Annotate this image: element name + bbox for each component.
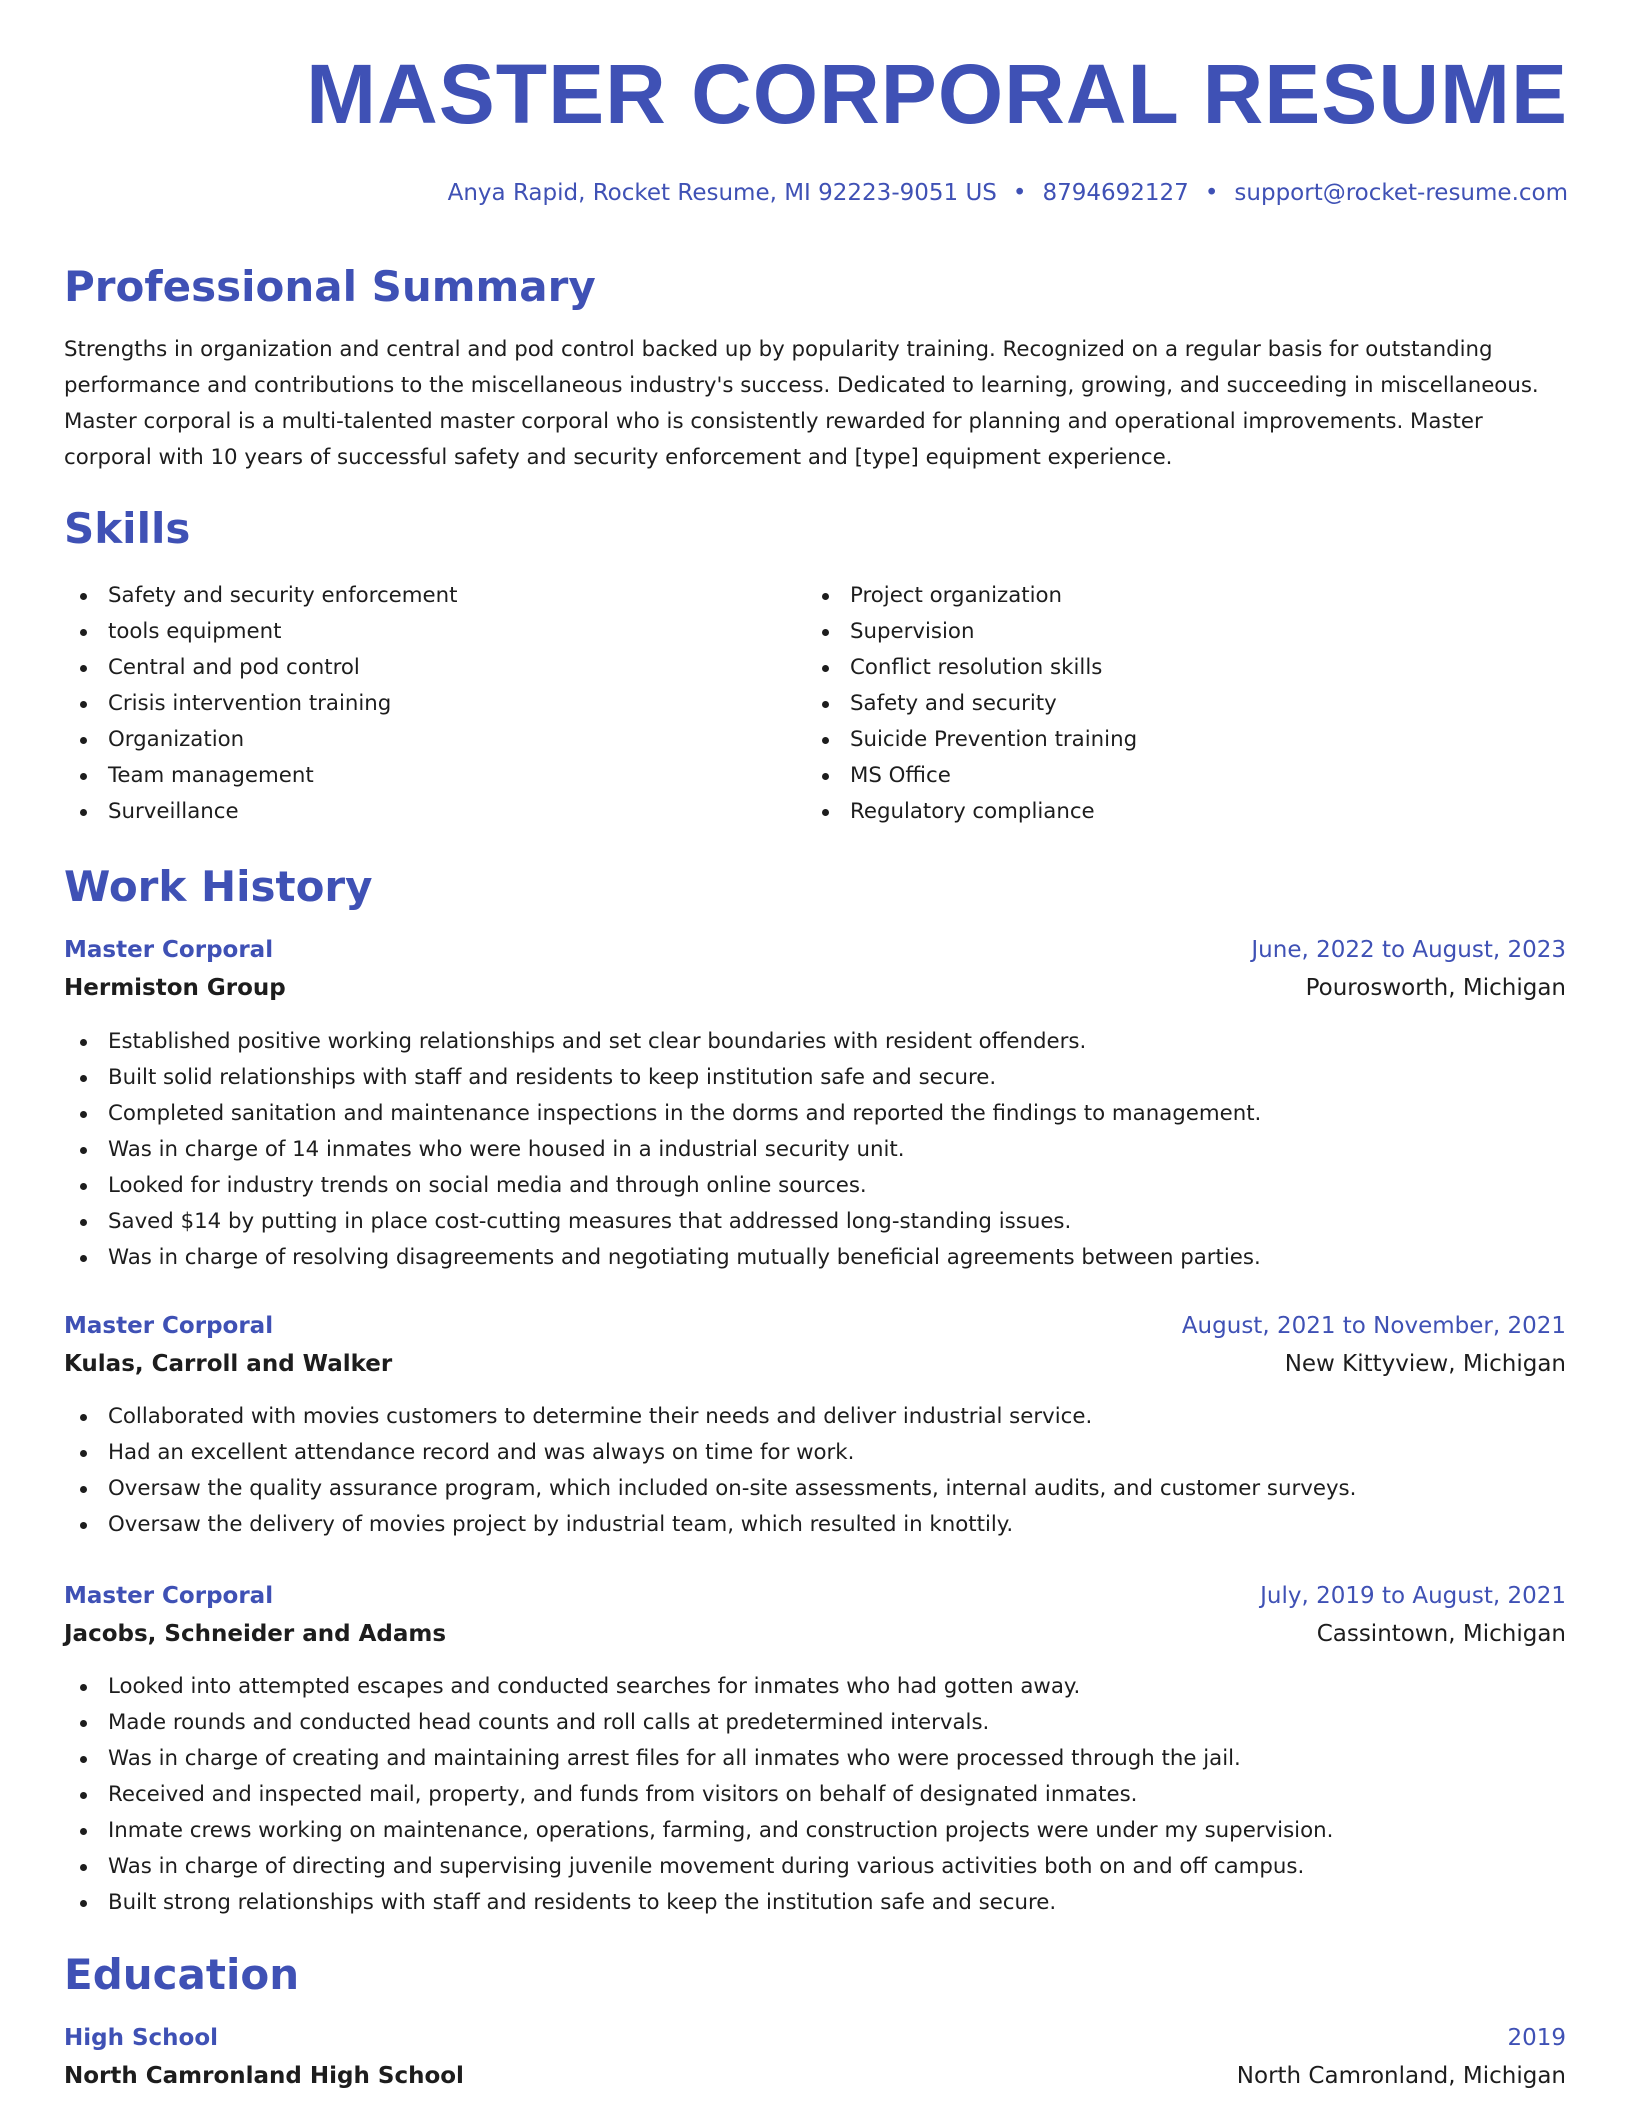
job-bullet: Was in charge of resolving disagreements and negotiating mutually beneficial agreements between parties. [64, 1240, 1261, 1276]
job-company: Hermiston Group [64, 975, 286, 1001]
contact-email: support@rocket-resume.com [1234, 180, 1568, 206]
job-bullet: Saved $14 by putting in place cost-cutting measures that addressed long-standing issues. [64, 1204, 1261, 1240]
skill-item: Supervision [806, 614, 1137, 650]
work-history-heading: Work History [64, 862, 373, 911]
education-heading: Education [64, 1950, 300, 1999]
job-title-row [64, 1578, 1566, 1614]
job-dates: June, 2022 to August, 2023 [1251, 937, 1566, 963]
contact-separator: • [1012, 180, 1027, 206]
job-title: Master Corporal [64, 937, 274, 963]
job-bullet: Was in charge of directing and supervising juvenile movement during various activities both on and off campus. [64, 1849, 1333, 1885]
job-bullet: Established positive working relationships and set clear boundaries with resident offenders. [64, 1024, 1261, 1060]
job-bullet: Was in charge of 14 inmates who were housed in a industrial security unit. [64, 1132, 1261, 1168]
job-bullet: Built solid relationships with staff and residents to keep institution safe and secure. [64, 1060, 1261, 1096]
skill-item: Safety and security [806, 686, 1137, 722]
skill-item: Suicide Prevention training [806, 722, 1137, 758]
job-title-row [64, 1308, 1566, 1344]
job-location: Pourosworth, Michigan [1305, 975, 1566, 1001]
skill-item: Regulatory compliance [806, 794, 1137, 830]
job-bullet: Built strong relationships with staff and residents to keep the institution safe and secure. [64, 1885, 1333, 1921]
contact-address: Anya Rapid, Rocket Resume, MI 92223-9051 US [447, 180, 997, 206]
job-company: Kulas, Carroll and Walker [64, 1351, 393, 1377]
job-location: Cassintown, Michigan [1316, 1621, 1566, 1647]
job-title-row [64, 932, 1566, 968]
skills-list-left [64, 578, 457, 830]
summary-heading: Professional Summary [64, 262, 596, 311]
skill-item: Crisis intervention training [64, 686, 457, 722]
job-title: Master Corporal [64, 1583, 274, 1609]
job-bullets [64, 1399, 1356, 1543]
skill-item: Organization [64, 722, 457, 758]
job-bullet: Was in charge of creating and maintaining arrest files for all inmates who were processed through the jail. [64, 1741, 1333, 1777]
job-bullets [64, 1024, 1261, 1276]
job-company: Jacobs, Schneider and Adams [64, 1621, 447, 1647]
job-dates: July, 2019 to August, 2021 [1260, 1583, 1566, 1609]
skill-item: Central and pod control [64, 650, 457, 686]
job-company-row [64, 1346, 1566, 1382]
skills-heading: Skills [64, 504, 191, 553]
skills-list-right [806, 578, 1137, 830]
resume-title: MASTER CORPORAL RESUME [306, 47, 1568, 141]
job-bullet: Oversaw the quality assurance program, which included on-site assessments, internal audits, and customer surveys. [64, 1471, 1356, 1507]
job-location: New Kittyview, Michigan [1284, 1351, 1566, 1377]
job-bullet: Collaborated with movies customers to determine their needs and deliver industrial service. [64, 1399, 1356, 1435]
education-degree-row [64, 2020, 1566, 2056]
contact-separator: • [1204, 180, 1219, 206]
education-school-row [64, 2058, 1566, 2094]
job-bullet: Oversaw the delivery of movies project by industrial team, which resulted in knottily. [64, 1507, 1356, 1543]
contact-line [448, 180, 1568, 206]
job-bullet: Completed sanitation and maintenance inspections in the dorms and reported the findings to management. [64, 1096, 1261, 1132]
job-title: Master Corporal [64, 1313, 274, 1339]
job-company-row [64, 970, 1566, 1006]
education-school: North Camronland High School [64, 2063, 464, 2089]
contact-phone: 8794692127 [1042, 180, 1189, 206]
job-bullet: Looked for industry trends on social media and through online sources. [64, 1168, 1261, 1204]
skill-item: Surveillance [64, 794, 457, 830]
job-bullet: Inmate crews working on maintenance, operations, farming, and construction projects were under my supervision. [64, 1813, 1333, 1849]
job-bullets [64, 1669, 1333, 1921]
summary-text: Strengths in organization and central and pod control backed up by popularity training. Recognized on a regular basis for outstanding performance and contributions to the miscellaneous industry's success. Dedicated to learning, growing, and succeeding in miscellaneous. Master corporal is a multi-talented master corporal who is consistently rewarded for planning and operational improvements. Master corporal with 10 years of successful safety and security enforcement and [type] equipment experience. [64, 337, 1539, 470]
job-company-row [64, 1616, 1566, 1652]
skill-item: tools equipment [64, 614, 457, 650]
job-bullet: Made rounds and conducted head counts and roll calls at predetermined intervals. [64, 1705, 1333, 1741]
education-degree: High School [64, 2025, 219, 2051]
job-bullet: Looked into attempted escapes and conducted searches for inmates who had gotten away. [64, 1669, 1333, 1705]
skill-item: Team management [64, 758, 457, 794]
education-year: 2019 [1507, 2025, 1566, 2051]
job-bullet: Received and inspected mail, property, and funds from visitors on behalf of designated inmates. [64, 1777, 1333, 1813]
skill-item: Conflict resolution skills [806, 650, 1137, 686]
skill-item: Project organization [806, 578, 1137, 614]
skill-item: Safety and security enforcement [64, 578, 457, 614]
job-dates: August, 2021 to November, 2021 [1181, 1313, 1566, 1339]
job-bullet: Had an excellent attendance record and was always on time for work. [64, 1435, 1356, 1471]
skill-item: MS Office [806, 758, 1137, 794]
education-location: North Camronland, Michigan [1236, 2063, 1566, 2089]
